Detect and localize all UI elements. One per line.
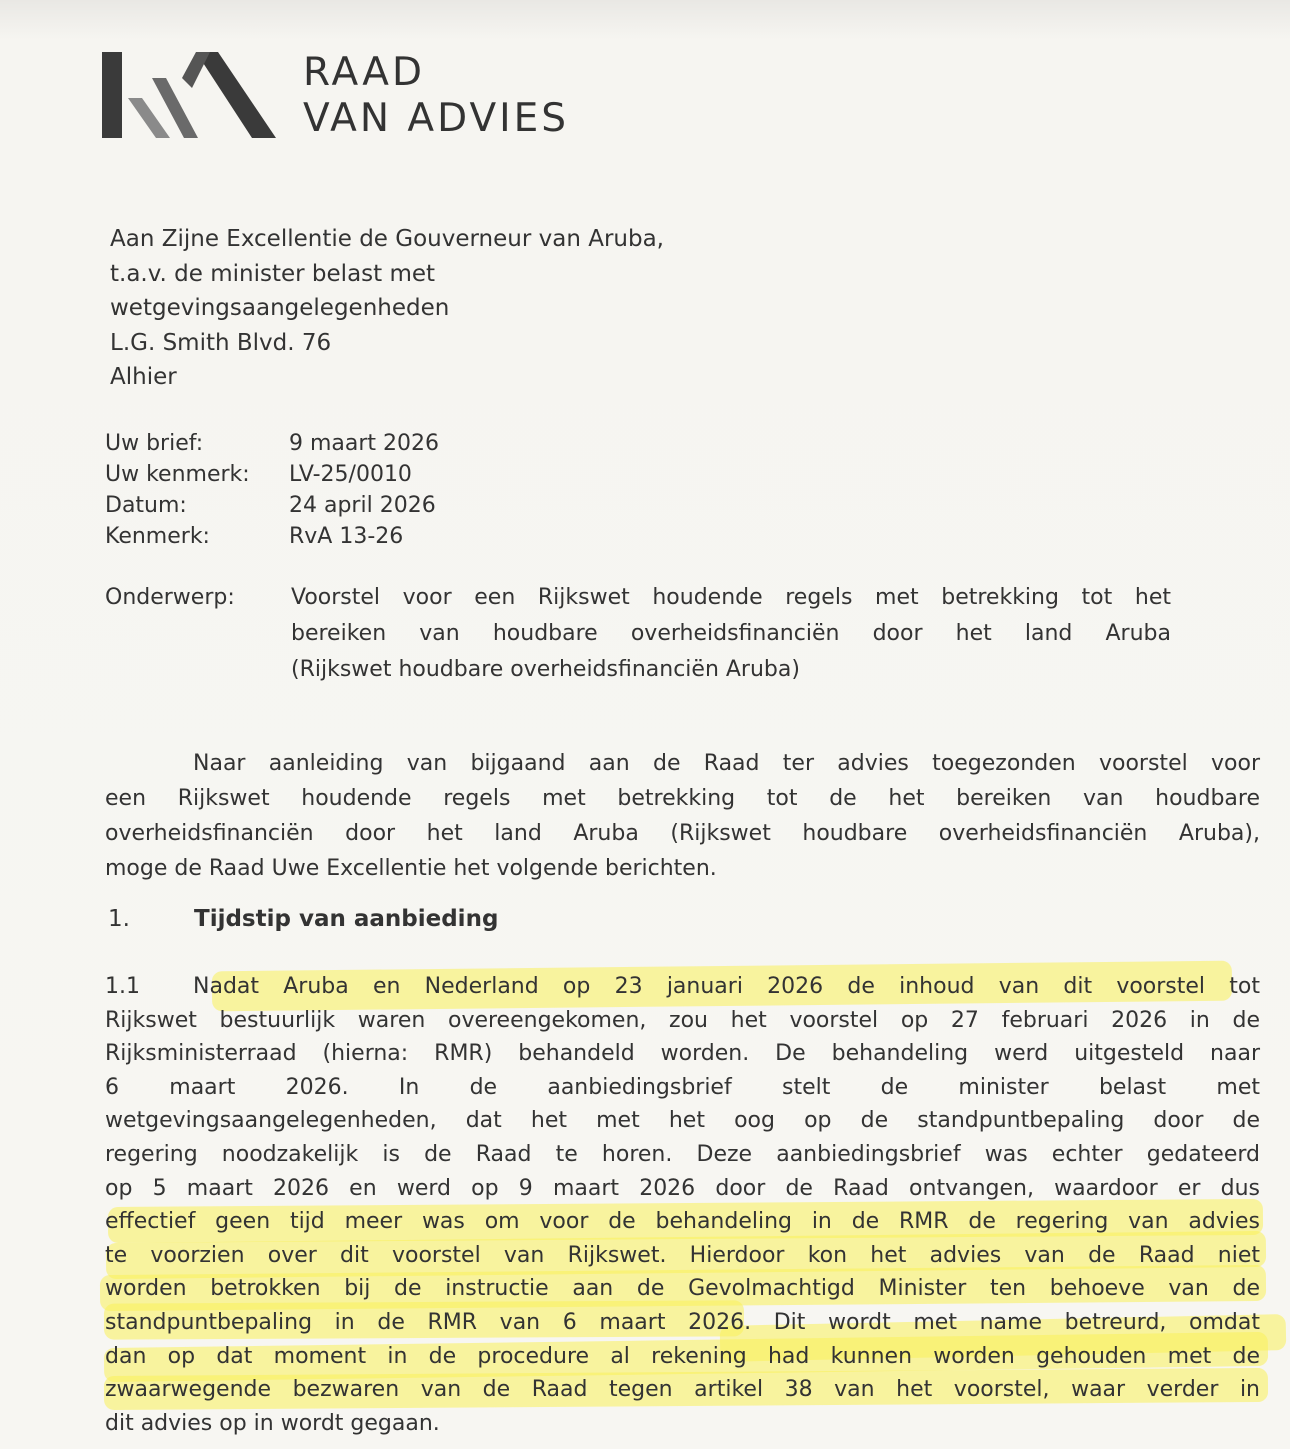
paragraph-line: op 5 maart 2026 en werd op 9 maart 2026 door de Raad ontvangen, waardoor er dus <box>105 1175 1260 1201</box>
paragraph-line: Rijkswet bestuurlijk waren overeengekomen, zou het voorstel op 27 februari 2026 in de <box>105 1007 1260 1033</box>
paragraph-line: standpuntbepaling in de RMR van 6 maart 2026. Dit wordt met name betreurd, omdat <box>105 1309 1260 1335</box>
paragraph-line <box>105 970 1260 1004</box>
addressee-line: Aan Zijne Excellentie de Gouverneur van Aruba, <box>110 226 664 252</box>
paragraph-line: zwaarwegende bezwaren van de Raad tegen artikel 38 van het voorstel, waar verder in <box>105 1377 1260 1403</box>
paragraph-line: dit advies op in wordt gegaan. <box>105 1410 440 1436</box>
addressee-line: L.G. Smith Blvd. 76 <box>110 329 332 356</box>
intro-line: moge de Raad Uwe Excellentie het volgende berichten. <box>105 856 717 881</box>
addressee-block <box>110 222 664 395</box>
meta-value: LV-25/0010 <box>289 462 412 487</box>
paragraph-number: 1.1 <box>105 974 140 999</box>
paragraph-line: 6 maart 2026. In de aanbiedingsbrief stelt de minister belast met <box>105 1074 1260 1100</box>
paragraph-1-1 <box>105 970 1260 1440</box>
intro-line: overheidsfinanciën door het land Aruba (Rijkswet houdbare overheidsfinanciën Aruba), <box>105 821 1260 846</box>
intro-line: Naar aanleiding van bijgaand aan de Raad ter advies toegezonden voorstel voor <box>193 751 1260 776</box>
subject-line: Voorstel voor een Rijkswet houdende regels met betrekking tot het <box>291 585 1171 610</box>
subject-line: (Rijkswet houdbare overheidsfinanciën Aruba) <box>291 657 800 682</box>
meta-row-kenmerk <box>105 521 439 552</box>
meta-row-datum <box>105 490 439 521</box>
section-title: Tijdstip van aanbieding <box>194 906 499 932</box>
reference-block <box>105 428 439 552</box>
meta-value: RvA 13-26 <box>289 524 404 549</box>
subject-line: bereiken van houdbare overheidsfinanciën door het land Aruba <box>291 621 1171 646</box>
meta-value: 24 april 2026 <box>289 493 436 518</box>
addressee-line: wetgevingsaangelegenheden <box>110 295 450 321</box>
letterhead-brand <box>303 50 569 142</box>
paragraph-line: Rijksministerraad (hierna: RMR) behandeld worden. De behandeling werd uitgesteld naar <box>105 1041 1260 1067</box>
addressee-line: t.a.v. de minister belast met <box>110 260 436 287</box>
subject-text <box>291 580 1171 688</box>
paragraph-line: regering noodzakelijk is de Raad te horen. Deze aanbiedingsbrief was echter gedateerd <box>105 1141 1260 1167</box>
paragraph-line: effectief geen tijd meer was om voor de behandeling in de RMR de regering van advies <box>105 1209 1260 1235</box>
intro-paragraph <box>105 746 1260 886</box>
addressee-line: Alhier <box>110 364 177 390</box>
meta-label: Uw brief: <box>105 431 204 456</box>
section-number: 1. <box>108 906 130 932</box>
meta-row-uw-brief <box>105 428 439 459</box>
meta-value: 9 maart 2026 <box>289 431 440 456</box>
brand-line-1: RAAD <box>303 50 425 95</box>
paragraph-line: te voorzien over dit voorstel van Rijkswet. Hierdoor kon het advies van de Raad niet <box>105 1242 1260 1268</box>
brand-line-2: VAN ADVIES <box>303 96 570 141</box>
meta-label: Kenmerk: <box>105 524 210 549</box>
subject-block <box>105 580 1171 688</box>
raad-van-advies-logo <box>100 48 280 140</box>
paragraph-line: wetgevingsaangelegenheden, dat het met het oog op de standpuntbepaling door de <box>105 1108 1260 1134</box>
meta-label: Uw kenmerk: <box>105 462 250 487</box>
meta-label: Datum: <box>105 493 187 518</box>
paragraph-line: dan op dat moment in de procedure al rekening had kunnen worden gehouden met de <box>105 1343 1260 1369</box>
paragraph-line: worden betrokken bij de instructie aan de Gevolmachtigd Minister ten behoeve van de <box>105 1276 1260 1302</box>
section-heading <box>108 906 498 932</box>
intro-line: een Rijkswet houdende regels met betrekking tot de het bereiken van houdbare <box>105 786 1260 811</box>
meta-row-uw-kenmerk <box>105 459 439 490</box>
paragraph-line-text: Nadat Aruba en Nederland op 23 januari 2026 de inhoud van dit voorstel tot <box>193 974 1260 999</box>
subject-label: Onderwerp: <box>105 585 235 610</box>
